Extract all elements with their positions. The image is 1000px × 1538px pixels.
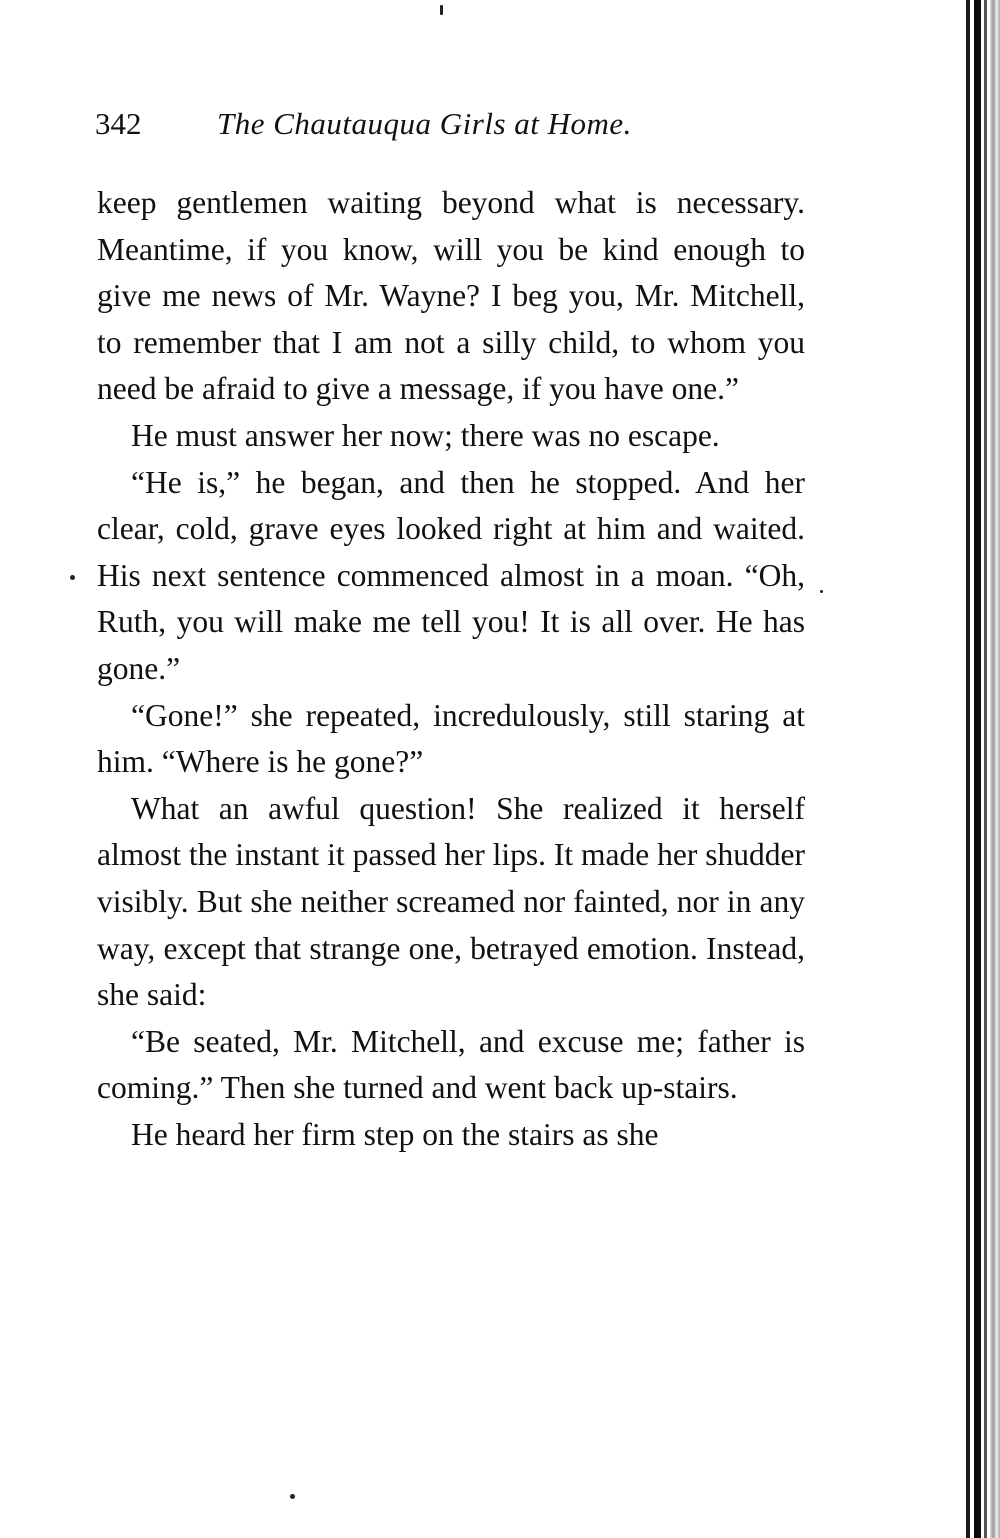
page-header — [95, 100, 795, 148]
paragraph-7: He heard her firm step on the stairs as she — [131, 1116, 659, 1152]
ink-speck — [820, 590, 823, 593]
paragraph-2: He must answer her now; there was no escape. — [131, 417, 720, 453]
ink-speck — [70, 575, 75, 580]
paragraph-3: “He is,” he began, and then he stopped. And her clear, cold, grave eyes looked right at him and waited. His next sentence commenced almost in a moan. “Oh, Ruth, you will make me tell you! It is all over. He has gone.” — [97, 464, 805, 686]
book-spine-edge — [960, 0, 1000, 1538]
ink-speck — [290, 1494, 295, 1499]
page-number: 342 — [95, 106, 142, 141]
spine-edge-texture — [990, 0, 1000, 1538]
paragraph-4: “Gone!” she repeated, incredulously, still staring at him. “Where is he gone?” — [97, 697, 805, 780]
paragraph-1: keep gentlemen waiting beyond what is necessary. Meantime, if you know, will you be kind enough to give me news of Mr. Wayne? I beg you, Mr. Mitchell, to remember that I am not a silly child, to whom you need be afraid to give a message, if you have one.” — [97, 185, 805, 407]
paragraph-6: “Be seated, Mr. Mitchell, and excuse me; father is coming.” Then she turned and went back up-stairs. — [97, 1023, 805, 1106]
running-title: The Chautauqua Girls at Home. — [217, 106, 632, 141]
spine-line — [966, 0, 970, 1538]
ink-speck — [440, 5, 443, 15]
spine-line — [974, 0, 981, 1538]
spine-line — [984, 0, 987, 1538]
body-text — [97, 180, 805, 1158]
paragraph-5: What an awful question! She realized it herself almost the instant it passed her lips. It made her shudder visibly. But she neither screamed nor fainted, nor in any way, except that strange one, betrayed emotion. Instead, she said: — [97, 790, 805, 1013]
